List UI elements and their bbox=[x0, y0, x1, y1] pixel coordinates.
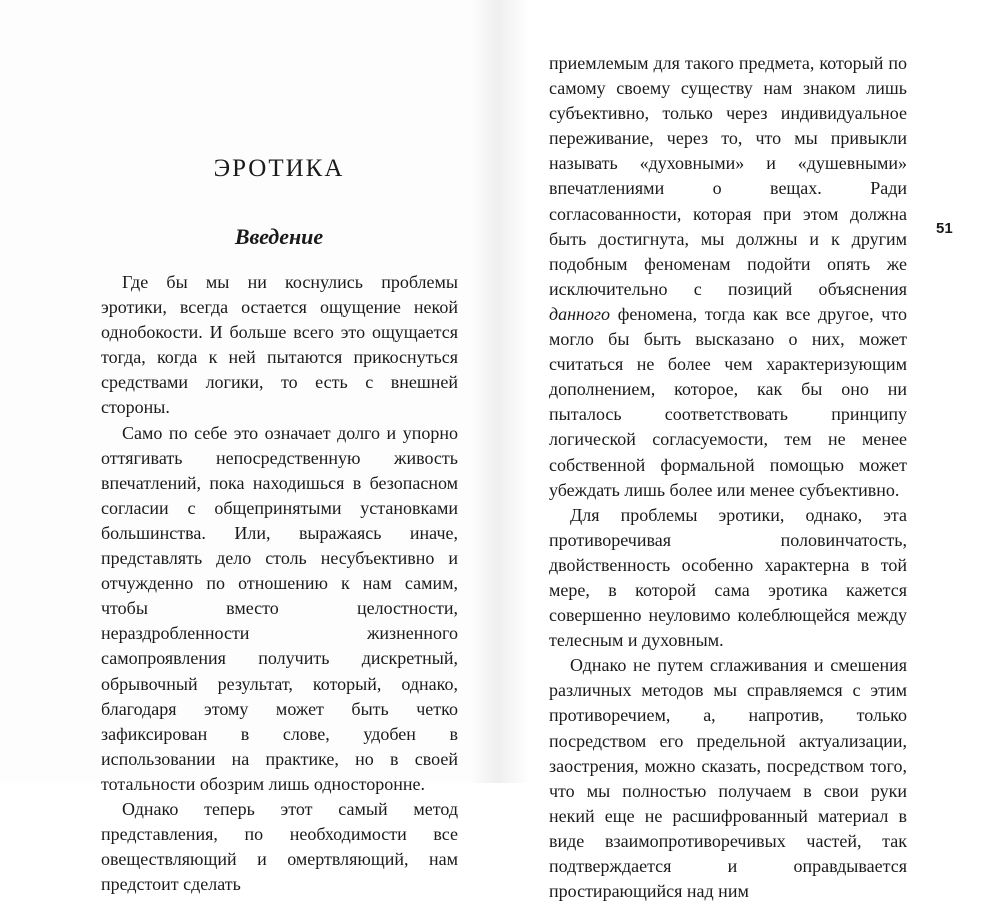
emphasized-word: данного bbox=[549, 303, 610, 324]
left-page-text bbox=[101, 270, 458, 897]
text-run: феномена, тогда как все другое, что могло бы быть высказано о них, может считаться не более чем характеризующим дополнением, которое, как бы оно ни пыталось соответствовать принципу логической согласуемости, тем не менее собственной формальной помощью может убеждать лишь более или менее субъективно. bbox=[549, 303, 907, 500]
section-title: Введение bbox=[234, 224, 324, 249]
right-page-text bbox=[549, 51, 907, 904]
paragraph: Однако не путем сглаживания и смешения различных методов мы справляемся с этим противоречием, а, напротив, только посредством его предельной актуализации, заострения, можно сказать, посредством того, что мы полностью получаем в свои руки некий еще не расшифрованный материал в виде взаимопротиворечивых частей, так подтверждается и оправдывается простирающийся над ним bbox=[549, 655, 907, 902]
paragraph: Само по себе это означает долго и упорно оттягивать непосредственную живость впечатлений, пока находишься в безопасном согласии с общепринятыми установками большинства. Или, выражаясь иначе, представлять дело столь несубъективно и отчужденно по отношению к нам самим, чтобы вместо целостности, нераздробленности жизненного самопроявления получить дискретный, обрывочный результат, который, однако, благодаря этому может быть четко зафиксирован в слове, удобен в использовании на практике, но в своей тотальности обозрим лишь односторонне. bbox=[101, 422, 458, 794]
paragraph-continued bbox=[549, 51, 907, 503]
paragraph: Для проблемы эротики, однако, эта противоречивая половинчатость, двойственность особенно характерна в той мере, в которой сама эротика кажется совершенно неуловимо колеблющейся между телесным и духовным. bbox=[549, 504, 907, 651]
paragraph: Где бы мы ни коснулись проблемы эротики, всегда остается ощущение некой однобокости. И больше всего это ощущается тогда, когда к ней пытаются прикоснуться средствами логики, то есть с внешней стороны. bbox=[101, 272, 458, 418]
page-number: 51 bbox=[936, 220, 953, 237]
text-run: приемлемым для такого предмета, который по самому своему существу нам знаком лишь субъективно, только через индивидуальное переживание, через то, что мы привыкли называть «духовными» и «душевными» впечатлениями о вещах. Ради согласованности, которая при этом должна быть достигнута, мы должны и к другим подобным феноменам подойти опять же исключительно с позиций объяснения bbox=[549, 53, 907, 299]
book-gutter bbox=[470, 0, 530, 783]
paragraph: Однако теперь этот самый метод представления, по необходимости все овеществляющий и омертвляющий, нам предстоит сделать bbox=[101, 798, 458, 895]
chapter-title: ЭРОТИКА bbox=[213, 155, 345, 182]
